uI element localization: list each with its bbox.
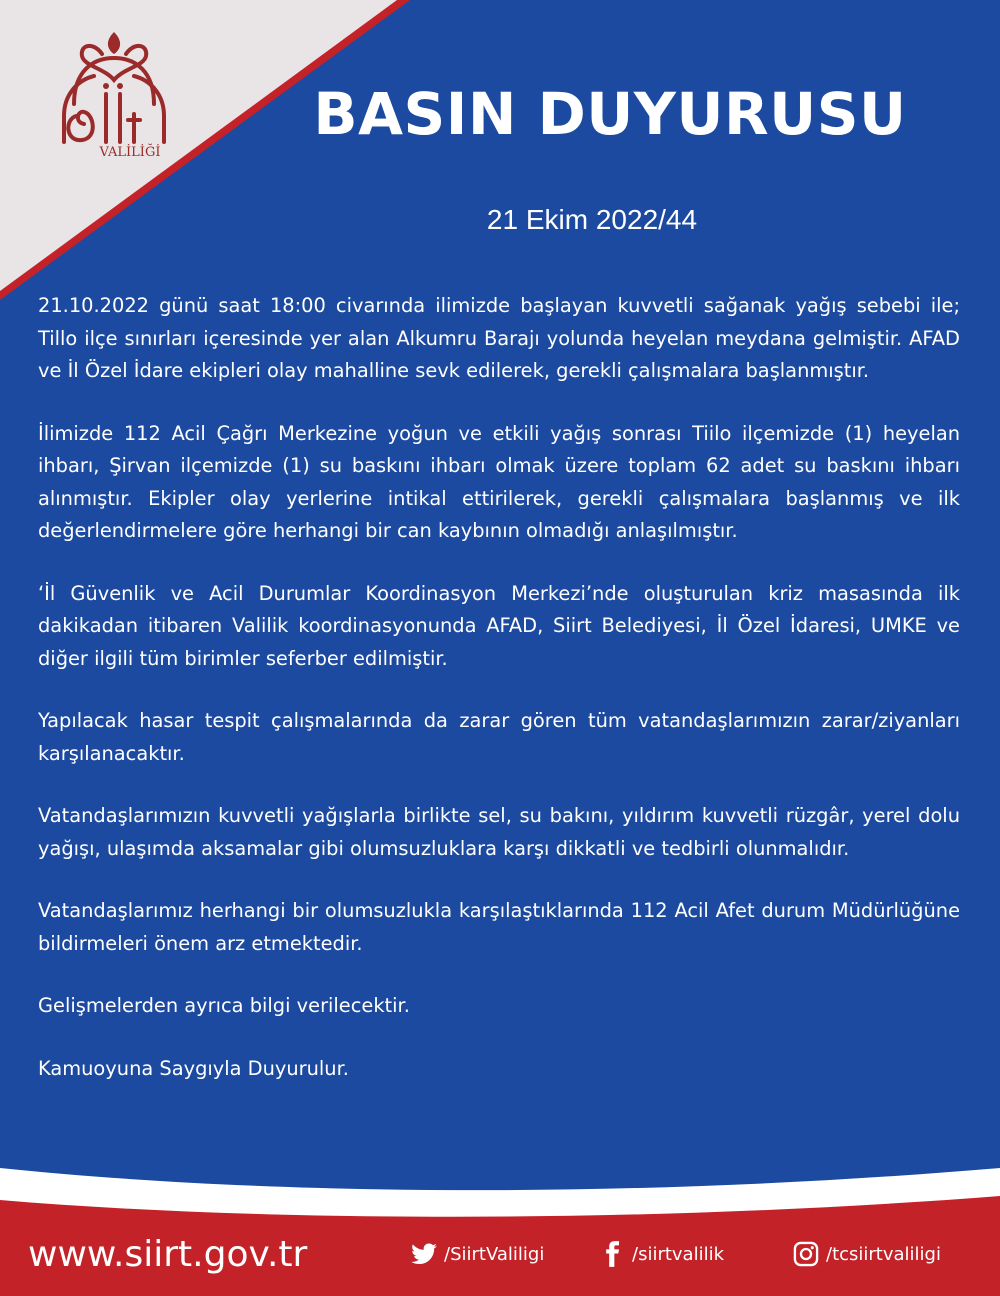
instagram-icon [792,1240,820,1268]
facebook-handle: /siirtvalilik [632,1243,725,1265]
paragraph-7: Gelişmelerden ayrıca bilgi verilecektir. [38,994,410,1017]
twitter-link[interactable] [410,1240,544,1268]
siirt-valiligi-logo [44,24,184,164]
instagram-handle: /tcsiirtvaliligi [826,1243,941,1265]
page-title: BASIN DUYURUSU [313,80,907,148]
twitter-handle: /SiirtValiligi [444,1243,545,1265]
svg-text:VALİLİĞİ: VALİLİĞİ [99,145,161,160]
website-link[interactable]: www.siirt.gov.tr [28,1234,308,1275]
facebook-icon [598,1240,626,1268]
instagram-link[interactable] [792,1240,941,1268]
facebook-link[interactable] [598,1240,724,1268]
paragraph-5: Vatandaşlarımızın kuvvetli yağışlarla birlikte sel, su bakını, yıldırım kuvvetli rüzgâr, yerel dolu yağışı, ulaşımda aksamalar gibi olumsuzluklara karşı dikkatli ve tedbirli olunmalıdır. [38,804,960,860]
paragraph-4: Yapılacak hasar tespit çalışmalarında da zarar gören tüm vatandaşlarımızın zarar/ziyanları karşılanacaktır. [38,709,960,765]
twitter-icon [410,1240,438,1268]
paragraph-6: Vatandaşlarımız herhangi bir olumsuzlukla karşılaştıklarında 112 Acil Afet durum Müdürlüğüne bildirmeleri önem arz etmektedir. [38,899,960,955]
paragraph-1: 21.10.2022 günü saat 18:00 civarında ilimizde başlayan kuvvetli sağanak yağış sebebi ile; Tillo ilçe sınırları içeresinde yer alan Alkumru Barajı yolunda heyelan meydana gelmiştir. AFAD ve İl Özel İdare ekipleri olay mahalline sevk edilerek, gerekli çalışmalara başlanmıştır. [38,294,960,382]
announcement-body [38,290,960,1115]
paragraph-3: ‘İl Güvenlik ve Acil Durumlar Koordinasyon Merkezi’nde oluşturulan kriz masasında ilk dakikadan itibaren Valilik koordinasyonunda AFAD, Siirt Belediyesi, İl Özel İdaresi, UMKE ve diğer ilgili tüm birimler seferber edilmiştir. [38,581,960,670]
paragraph-8: Kamuoyuna Saygıyla Duyurulur. [38,1056,349,1080]
announcement-date: 21 Ekim 2022/44 [486,204,698,235]
paragraph-2: İlimizde 112 Acil Çağrı Merkezine yoğun ve etkili yağış sonrası Tiilo ilçemizde (1) heyelan ihbarı, Şirvan ilçemizde (1) su baskını ihbarı olmak üzere toplam 62 adet su baskını ihbarı alınmıştır. Ekipler olay yerlerine intikal ettirilerek, gerekli çalışmalara başlanmış ve ilk değerlendirmelere göre herhangi bir can kaybının olmadığı anlaşılmıştır. [38,421,960,542]
